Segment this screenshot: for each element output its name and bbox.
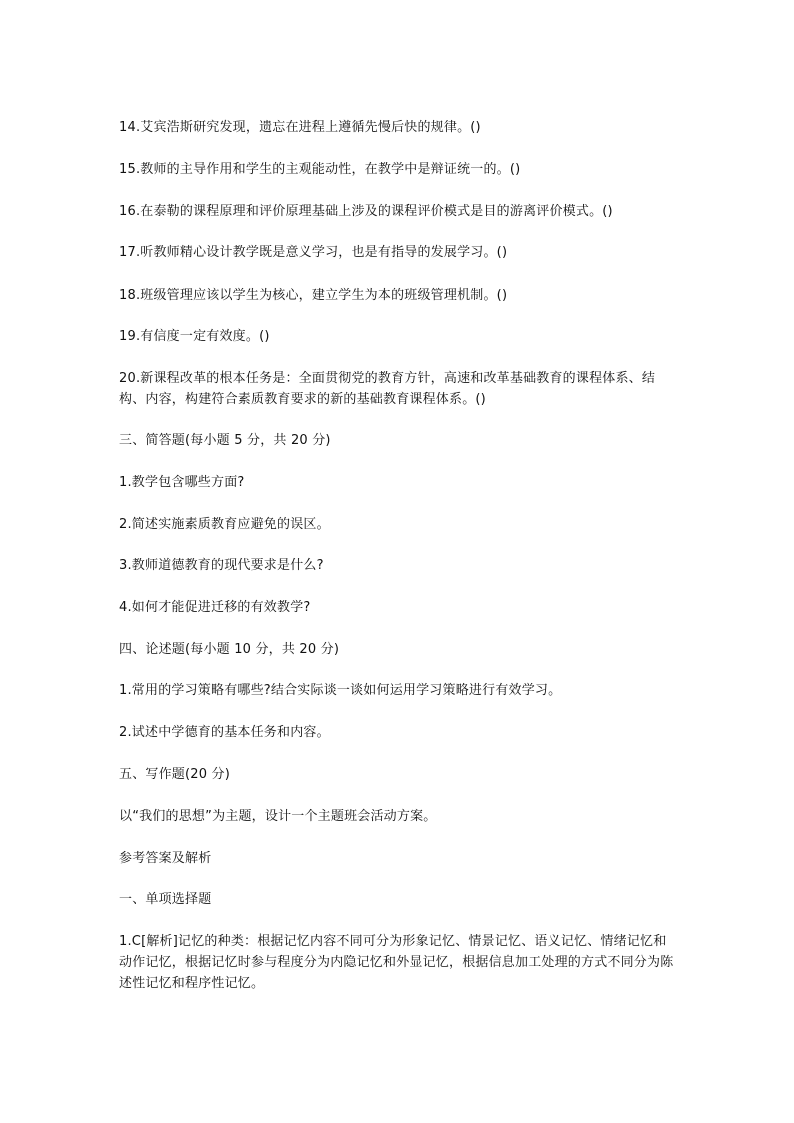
question-17: 17.听教师精心设计教学既是意义学习，也是有指导的发展学习。() (119, 245, 508, 260)
question-19: 19.有信度一定有效度。() (119, 329, 270, 344)
section-heading-essay: 四、论述题(每小题 10 分，共 20 分) (119, 642, 340, 657)
answer-1-explanation: 1.C[解析]记忆的种类：根据记忆内容不同可分为形象记忆、情景记忆、语义记忆、情绪记忆和动作记忆，根据记忆时参与程度分为内隐记忆和外显记忆，根据信息加工处理的方式不同分为陈述性记忆和程序性记忆。 (119, 934, 674, 991)
section-heading-writing: 五、写作题(20 分) (119, 767, 231, 782)
short-answer-3: 3.教师道德教育的现代要求是什么? (119, 558, 324, 573)
question-20: 20.新课程改革的根本任务是：全面贯彻党的教育方针，高速和改革基础教育的课程体系、结构、内容，构建符合素质教育要求的新的基础教育课程体系。() (119, 371, 656, 407)
short-answer-1: 1.教学包含哪些方面? (119, 475, 245, 490)
answers-heading: 参考答案及解析 (119, 851, 212, 866)
short-answer-2: 2.简述实施素质教育应避免的误区。 (119, 517, 330, 532)
question-14: 14.艾宾浩斯研究发现，遗忘在进程上遵循先慢后快的规律。() (119, 120, 481, 135)
question-16: 16.在泰勒的课程原理和评价原理基础上涉及的课程评价模式是目的游离评价模式。() (119, 204, 613, 219)
essay-1: 1.常用的学习策略有哪些?结合实际谈一谈如何运用学习策略进行有效学习。 (119, 683, 562, 698)
essay-2: 2.试述中学德育的基本任务和内容。 (119, 725, 330, 740)
question-18: 18.班级管理应该以学生为核心，建立学生为本的班级管理机制。() (119, 288, 508, 303)
section-heading-short-answer: 三、简答题(每小题 5 分，共 20 分) (119, 433, 331, 448)
short-answer-4: 4.如何才能促进迁移的有效教学? (119, 600, 311, 615)
writing-prompt: 以“我们的思想”为主题，设计一个主题班会活动方案。 (119, 809, 437, 824)
question-15: 15.教师的主导作用和学生的主观能动性，在教学中是辩证统一的。() (119, 162, 521, 177)
answers-section-single-choice: 一、单项选择题 (119, 892, 212, 907)
